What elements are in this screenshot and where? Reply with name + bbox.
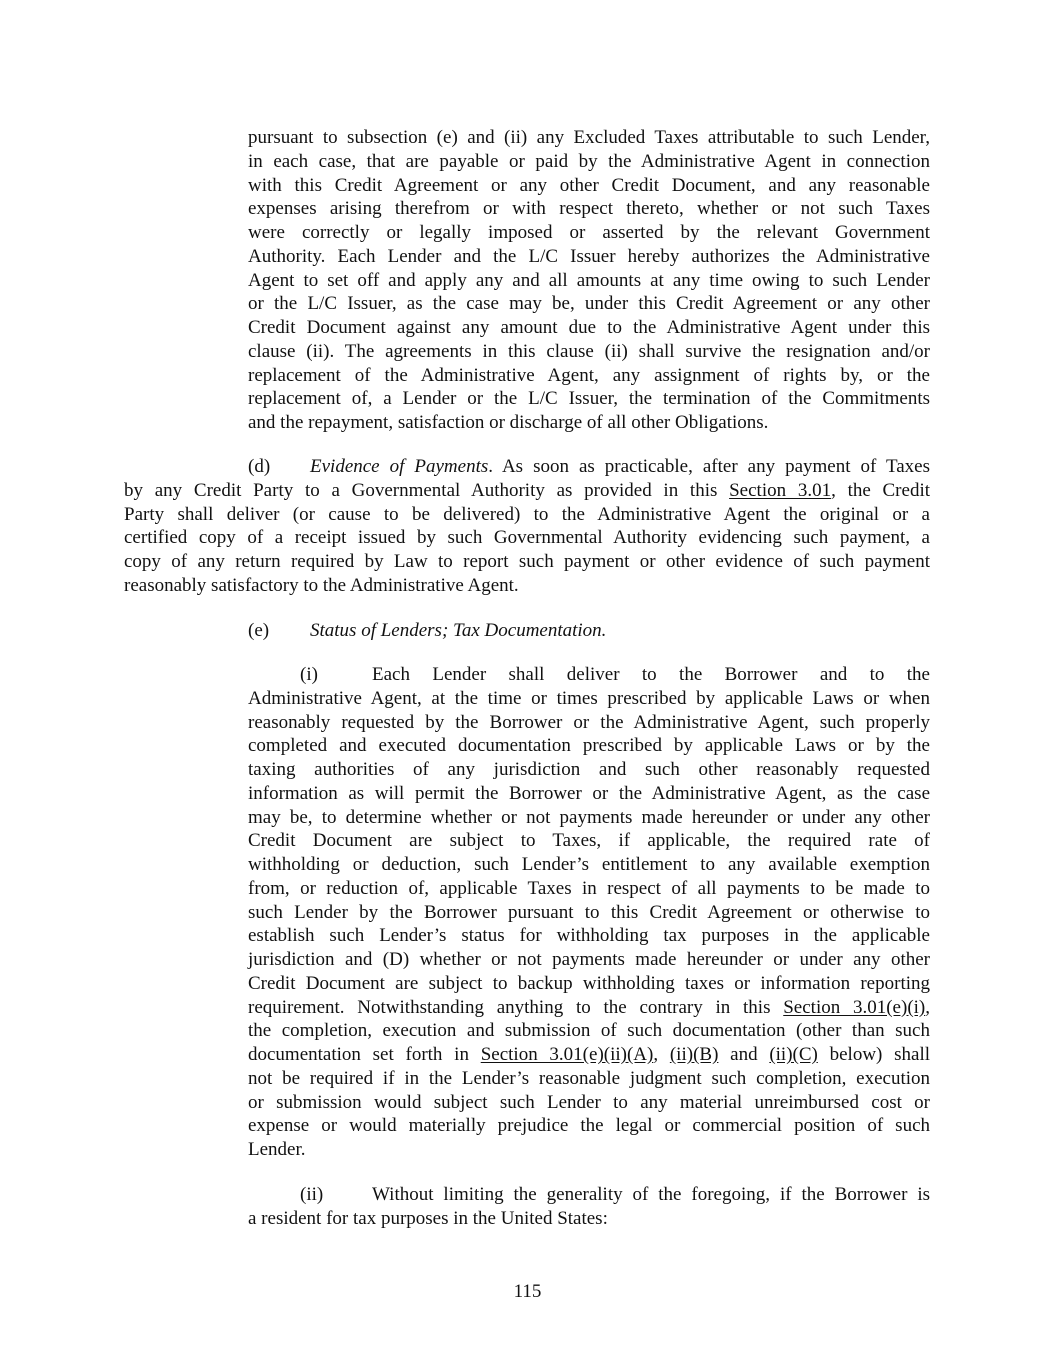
clause-label: (d) <box>248 456 271 477</box>
text-run: with this Credit Agreement or any other Credit Document, and any reasonable <box>248 174 930 196</box>
text-run: . As soon as practicable, after any payment of Taxes <box>488 456 931 477</box>
text-line <box>124 574 930 598</box>
text-run: expense or would materially prejudice the legal or commercial position of such <box>248 1115 930 1137</box>
text-run: were correctly or legally imposed or asserted by the relevant Government <box>248 222 930 243</box>
text-run: Authority. Each Lender and the L/C Issuer hereby authorizes the Administrative <box>248 245 930 267</box>
text-line <box>248 948 930 972</box>
text-run: Party shall deliver (or cause to be delivered) to the Administrative Agent the original or a <box>124 503 930 525</box>
text-run: from, or reduction of, applicable Taxes in respect of all payments to be made to <box>248 877 930 899</box>
text-run: requirement. Notwithstanding anything to the contrary in this <box>248 996 784 1018</box>
text-run: below) shall <box>817 1044 931 1065</box>
text-run: pursuant to subsection (e) and (ii) any Excluded Taxes attributable to such Lender, <box>248 127 930 148</box>
section-reference-link: (ii)(B) <box>669 1044 719 1065</box>
text-run: , the Credit <box>831 479 931 501</box>
text-line <box>248 387 930 411</box>
text-run: and <box>718 1044 770 1065</box>
text-line <box>248 174 930 198</box>
text-run: a resident for tax purposes in the United States: <box>248 1207 608 1229</box>
text-line <box>248 340 930 364</box>
text-run: taxing authorities of any jurisdiction and such other reasonably requested <box>248 759 930 780</box>
text-line <box>248 126 930 150</box>
text-line <box>248 687 930 711</box>
text-line <box>248 269 930 293</box>
text-line <box>248 1091 930 1115</box>
text-run: , <box>653 1044 670 1065</box>
text-line <box>248 901 930 925</box>
text-line <box>248 316 930 340</box>
text-line <box>310 455 930 479</box>
text-line <box>248 1067 930 1091</box>
text-run: Each Lender shall deliver to the Borrower and to the <box>372 664 930 685</box>
text-run: Credit Document are subject to Taxes, if applicable, the required rate of <box>248 830 930 852</box>
text-line <box>248 734 930 758</box>
text-run: reasonably requested by the Borrower or the Administrative Agent, such properly <box>248 711 930 733</box>
text-line <box>248 1207 930 1231</box>
text-run: Credit Document are subject to backup withholding taxes or information reporting <box>248 972 930 994</box>
text-run: and the repayment, satisfaction or discharge of all other Obligations. <box>248 412 769 433</box>
text-run: Lender. <box>248 1139 306 1160</box>
text-line <box>248 806 930 830</box>
text-run: documentation set forth in <box>248 1044 481 1065</box>
text-run: expenses arising therefrom or with respect thereto, whether or not such Taxes <box>248 198 930 220</box>
text-run: replacement of the Administrative Agent, any assignment of rights by, or the <box>248 364 930 386</box>
text-run: completed and executed documentation prescribed by applicable Laws or by the <box>248 735 930 757</box>
section-reference-link: Section 3.01(e)(ii)(A) <box>480 1044 654 1065</box>
text-run: may be, to determine whether or not payments made hereunder or under any other <box>248 806 930 828</box>
text-run: withholding or deduction, such Lender’s entitlement to any available exemption <box>248 854 930 875</box>
text-line <box>248 924 930 948</box>
text-run: Credit Document against any amount due to the Administrative Agent under this <box>248 317 930 338</box>
section-reference-link: Section 3.01 <box>729 479 832 501</box>
clause-label: (e) <box>248 620 270 641</box>
text-line <box>310 619 930 643</box>
clause-label: (i) <box>300 664 318 685</box>
text-line <box>248 877 930 901</box>
text-run: Without limiting the generality of the foregoing, if the Borrower is <box>372 1184 930 1205</box>
text-line <box>248 711 930 735</box>
text-run: or the L/C Issuer, as the case may be, under this Credit Agreement or any other <box>248 293 930 315</box>
text-line <box>248 972 930 996</box>
text-run: information as will permit the Borrower or the Administrative Agent, as the case <box>248 782 930 804</box>
clause-heading: Status of Lenders; Tax Documentation. <box>310 620 607 641</box>
text-run: replacement of, a Lender or the L/C Issuer, the termination of the Commitments <box>248 388 930 410</box>
text-run: not be required if in the Lender’s reasonable judgment such completion, execution <box>248 1067 930 1089</box>
text-line <box>248 292 930 316</box>
section-reference-link: (ii)(C) <box>769 1044 818 1065</box>
text-line <box>248 1043 930 1067</box>
text-run: reasonably satisfactory to the Administrative Agent. <box>124 574 519 596</box>
text-line <box>248 364 930 388</box>
text-line <box>372 1183 930 1207</box>
text-line <box>372 663 930 687</box>
text-run: establish such Lender’s status for withholding tax purposes in the applicable <box>248 925 930 947</box>
clause-heading: Evidence of Payments <box>310 456 489 477</box>
text-line <box>248 1019 930 1043</box>
page-number: 115 <box>513 1281 542 1302</box>
text-run: certified copy of a receipt issued by such Governmental Authority evidencing such payment, a <box>124 527 930 549</box>
text-line <box>248 245 930 269</box>
text-run: the completion, execution and submission of such documentation (other than such <box>248 1020 930 1042</box>
text-run: such Lender by the Borrower pursuant to this Credit Agreement or otherwise to <box>248 901 930 923</box>
text-run: clause (ii). The agreements in this clause (ii) shall survive the resignation and/or <box>248 340 930 362</box>
text-line <box>248 221 930 245</box>
text-line <box>124 550 930 574</box>
text-line <box>248 853 930 877</box>
text-line <box>248 782 930 806</box>
text-line <box>248 996 930 1020</box>
text-run: by any Credit Party to a Governmental Authority as provided in this <box>124 479 730 501</box>
text-run: or submission would subject such Lender to any material unreimbursed cost or <box>248 1091 930 1113</box>
clause-label: (ii) <box>300 1184 324 1205</box>
text-run: jurisdiction and (D) whether or not payments made hereunder or under any other <box>248 949 930 970</box>
text-line <box>248 197 930 221</box>
section-reference-link: Section 3.01(e)(i) <box>783 996 926 1018</box>
text-line <box>248 150 930 174</box>
text-line <box>248 829 930 853</box>
text-line <box>124 503 930 527</box>
text-line <box>248 1138 930 1162</box>
text-line <box>248 411 930 435</box>
text-run: , <box>925 996 930 1018</box>
text-run: Agent to set off and apply any and all amounts at any time owing to such Lender <box>248 269 930 291</box>
text-line <box>248 758 930 782</box>
text-line <box>248 1114 930 1138</box>
text-run: Administrative Agent, at the time or times prescribed by applicable Laws or when <box>248 687 930 709</box>
text-line <box>124 526 930 550</box>
text-line <box>124 479 930 503</box>
text-run: in each case, that are payable or paid by the Administrative Agent in connection <box>248 150 930 172</box>
text-run: copy of any return required by Law to report such payment or other evidence of such payment <box>124 551 930 572</box>
